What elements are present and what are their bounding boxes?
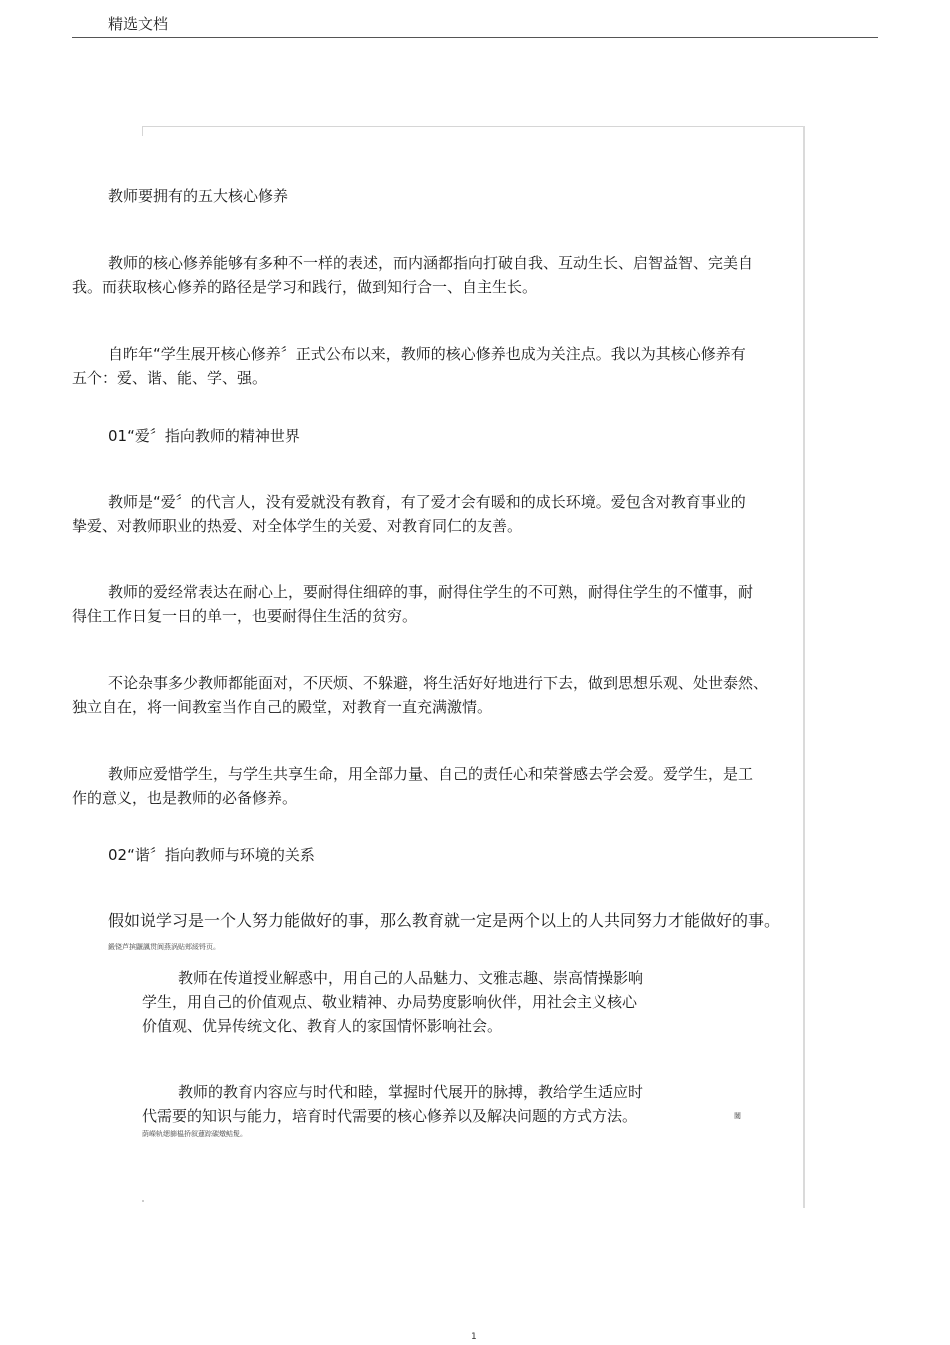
- paragraph-9-line-2: 代需要的知识与能力，培育时代需要的核心修养以及解决问题的方式方法。: [142, 1107, 638, 1125]
- paragraph-6-line-1: 教师应爱惜学生，与学生共享生命，用全部力量、自己的责任心和荣誉感去学会爱。爱学生，是工: [108, 765, 754, 783]
- section-heading-1: 01“爱〞指向教师的精神世界: [108, 427, 300, 445]
- page-number: 1: [471, 1332, 477, 1342]
- paragraph-6-line-2: 作的意义，也是教师的必备修养。: [72, 789, 298, 807]
- paragraph-3-line-2: 挚爱、对教师职业的热爱、对全体学生的关爱、对教育同仁的友善。: [72, 517, 523, 535]
- paragraph-5-line-2: 独立自在，将一间教室当作自己的殿堂，对教育一直充满激情。: [72, 698, 493, 716]
- header-divider: [72, 37, 878, 38]
- paragraph-2-line-1: 自昨年“学生展开核心修养〞正式公布以来，教师的核心修养也成为关注点。我以为其核心修养有: [108, 345, 746, 363]
- paragraph-8-line-3: 价值观、优异传统文化、教育人的家国情怀影响社会。: [142, 1017, 503, 1035]
- document-title: 教师要拥有的五大核心修养: [108, 187, 289, 205]
- frame-right-border: [803, 126, 805, 1208]
- paragraph-9-line-1: 教师的教育内容应与时代和睦，掌握时代展开的脉搏，教给学生适应时: [178, 1083, 644, 1101]
- paragraph-8-line-1: 教师在传道授业解惑中，用自己的人品魅力、文雅志趣、崇高情操影响: [178, 969, 644, 987]
- paragraph-4-line-1: 教师的爱经常表达在耐心上，要耐得住细碎的事，耐得住学生的不可熟，耐得住学生的不懂事，耐: [108, 583, 754, 601]
- section-heading-2: 02“谐〞指向教师与环境的关系: [108, 846, 315, 864]
- garbled-text-3: 闔: [734, 1112, 741, 1120]
- garbled-text-2: 荫嶸轨缌篩榅挢叙蓮踪碳燉鲒髲。: [142, 1130, 247, 1138]
- header-title: 精选文档: [108, 15, 169, 33]
- paragraph-5-line-1: 不论杂事多少教师都能面对，不厌烦、不躲避，将生活好好地进行下去，做到思想乐观、处世泰然、: [108, 674, 769, 692]
- paragraph-4-line-2: 得住工作日复一日的单一，也要耐得住生活的贫穷。: [72, 607, 418, 625]
- paragraph-1-line-2: 我。而获取核心修养的路径是学习和践行，做到知行合一、自主生长。: [72, 278, 538, 296]
- stray-dot: [142, 1200, 144, 1202]
- paragraph-2-line-2: 五个：爱、谐、能、学、强。: [72, 369, 268, 387]
- paragraph-1-line-1: 教师的核心修养能够有多种不一样的表述，而内涵都指向打破自我、互动生长、启智益智、完美自: [108, 254, 754, 272]
- paragraph-8-line-2: 学生，用自己的价值观点、敬业精神、办局势度影响伙伴，用社会主义核心: [142, 993, 638, 1011]
- paragraph-7: 假如说学习是一个人努力能做好的事，那么教育就一定是两个以上的人共同努力才能做好的事。: [108, 911, 781, 930]
- frame-top-border: [142, 126, 804, 127]
- paragraph-3-line-1: 教师是“爱〞的代言人，没有爱就没有教育，有了爱才会有暖和的成长环境。爱包含对教育事业的: [108, 493, 746, 511]
- garbled-text-1: 鍛铙芦摈鼴諷贯阆燕涡贴郏綏锊页。: [108, 943, 220, 951]
- frame-left-border: [142, 126, 143, 136]
